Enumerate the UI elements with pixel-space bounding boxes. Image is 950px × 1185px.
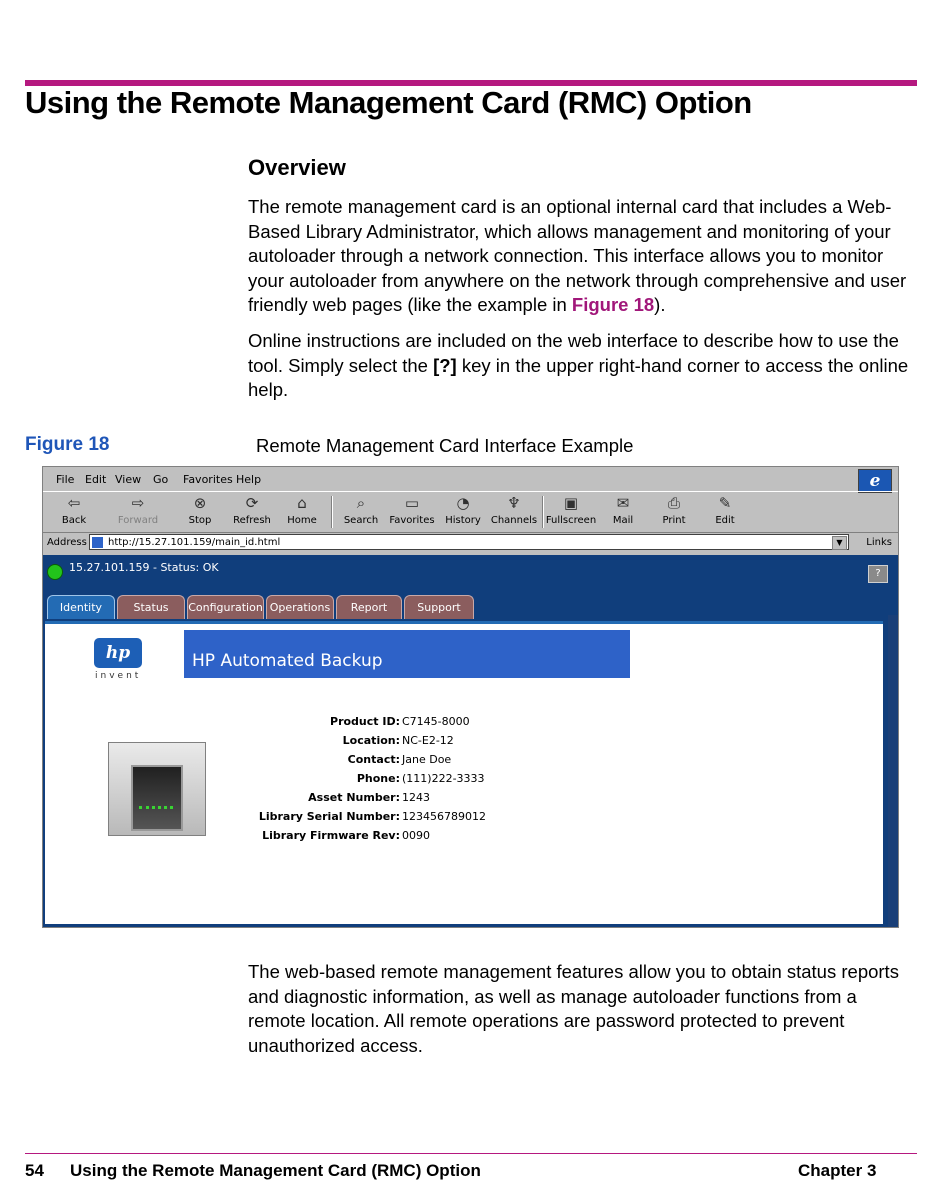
firmware-rev-value: 0090 <box>402 829 430 842</box>
serial-number-label: Library Serial Number: <box>258 810 400 823</box>
location-value: NC-E2-12 <box>402 734 454 747</box>
home-button[interactable] <box>275 494 329 526</box>
asset-number-value: 1243 <box>402 791 430 804</box>
history-icon: ◔ <box>456 494 470 512</box>
links-button[interactable]: Links <box>866 537 892 548</box>
figure-label: Figure 18 <box>25 434 110 455</box>
tab-operations[interactable]: Operations <box>266 595 334 619</box>
search-button[interactable] <box>334 494 388 526</box>
tab-report[interactable]: Report <box>336 595 402 619</box>
refresh-label: Refresh <box>233 515 271 526</box>
chapter-title: Using the Remote Management Card (RMC) Option <box>25 85 752 120</box>
closing-text: The web-based remote management features allow you to obtain status reports and diagnostic information, as well as manage autoloader functions from a remote location. All remote operations are password protected to prevent unauthorized access. <box>248 961 899 1056</box>
status-ok-icon <box>47 564 63 580</box>
forward-arrow-icon: ⇨ <box>131 494 145 512</box>
firmware-rev-label: Library Firmware Rev: <box>262 829 400 842</box>
closing-paragraph <box>248 960 916 1058</box>
address-value: http://15.27.101.159/main_id.html <box>108 537 281 548</box>
footer-chapter: Chapter 3 <box>798 1161 877 1180</box>
back-label: Back <box>61 515 87 526</box>
help-button[interactable]: ? <box>868 565 888 583</box>
history-button[interactable] <box>436 494 490 526</box>
favorites-label: Favorites <box>389 515 435 526</box>
identity-panel <box>45 621 883 924</box>
hp-logo: hp <box>94 638 142 668</box>
stop-label: Stop <box>188 515 212 526</box>
mail-button[interactable] <box>596 494 650 526</box>
figure-18-link[interactable]: Figure 18 <box>571 294 655 315</box>
refresh-icon: ⟳ <box>245 494 259 512</box>
tab-configuration[interactable]: Configuration <box>187 595 264 619</box>
mail-icon: ✉ <box>616 494 630 512</box>
footer-rule <box>25 1153 917 1154</box>
product-id-label: Product ID: <box>330 715 400 728</box>
search-icon: ⌕ <box>356 494 366 512</box>
footer-title: Using the Remote Management Card (RMC) Option <box>70 1161 481 1180</box>
fullscreen-label: Fullscreen <box>545 515 597 526</box>
tab-support[interactable]: Support <box>404 595 474 619</box>
browser-screenshot <box>42 466 899 928</box>
search-label: Search <box>343 515 379 526</box>
favorites-button[interactable] <box>385 494 439 526</box>
para2-text: Online instructions are included on the web interface to describe how to use the tool. Simply select the <box>248 330 899 376</box>
para1-text: The remote management card is an optional internal card that includes a Web-Based Library Administrator, which allows management and monitoring of your autoloader through a network connection. This interface allows you to monitor your autoloader from anywhere on the network through comprehensive and user friendly web pages (like the example in <box>248 196 907 315</box>
page-scrollbar[interactable] <box>888 615 898 927</box>
product-banner: HP Automated Backup <box>184 630 630 678</box>
tab-status[interactable]: Status <box>117 595 185 619</box>
forward-label: Forward <box>117 515 159 526</box>
chevron-down-icon[interactable]: ▼ <box>832 536 847 550</box>
refresh-button[interactable] <box>225 494 279 526</box>
toolbar-separator <box>331 496 333 528</box>
back-button[interactable] <box>47 494 101 526</box>
fullscreen-icon: ▣ <box>563 494 579 512</box>
phone-value: (111)222-3333 <box>402 772 485 785</box>
fullscreen-button[interactable] <box>544 494 598 526</box>
back-arrow-icon: ⇦ <box>67 494 81 512</box>
mail-label: Mail <box>612 515 634 526</box>
address-input[interactable] <box>89 534 849 550</box>
home-icon: ⌂ <box>297 494 307 512</box>
asset-number-label: Asset Number: <box>308 791 400 804</box>
rmc-web-page <box>43 555 898 927</box>
hp-tagline: invent <box>95 671 142 681</box>
browser-toolbar <box>43 491 898 533</box>
tab-identity[interactable]: Identity <box>47 595 115 619</box>
menu-favorites[interactable]: Favorites <box>183 473 233 486</box>
para1-end: ). <box>654 294 666 315</box>
print-icon: ⎙ <box>667 494 680 512</box>
channels-icon: ♆ <box>507 494 521 512</box>
edit-label: Edit <box>715 515 735 526</box>
edit-icon: ✎ <box>718 494 732 512</box>
contact-value: Jane Doe <box>402 753 452 766</box>
menu-help[interactable]: Help <box>236 473 262 486</box>
product-id-value: C7145-8000 <box>402 715 470 728</box>
home-label: Home <box>287 515 317 526</box>
info-values <box>402 712 602 852</box>
forward-button[interactable] <box>111 494 165 526</box>
ie-logo-icon: e <box>858 469 892 493</box>
address-label: Address <box>47 537 87 548</box>
info-labels <box>45 712 400 852</box>
menu-view[interactable]: View <box>115 473 142 486</box>
browser-menubar <box>43 467 898 491</box>
address-bar <box>43 532 898 554</box>
menu-file[interactable]: File <box>56 473 75 486</box>
history-label: History <box>445 515 481 526</box>
page-icon <box>92 537 103 548</box>
footer-page-number: 54 <box>25 1161 44 1180</box>
channels-button[interactable] <box>487 494 541 526</box>
stop-icon: ⊗ <box>193 494 207 512</box>
contact-label: Contact: <box>347 753 400 766</box>
section-heading-overview: Overview <box>248 155 346 180</box>
stop-button[interactable] <box>173 494 227 526</box>
serial-number-value: 123456789012 <box>402 810 486 823</box>
favorites-folder-icon: ▭ <box>404 494 420 512</box>
figure-caption: Remote Management Card Interface Example <box>256 435 634 456</box>
print-button[interactable] <box>647 494 701 526</box>
overview-paragraph-1 <box>248 195 916 318</box>
overview-paragraph-2 <box>248 329 916 403</box>
location-label: Location: <box>342 734 400 747</box>
channels-label: Channels <box>490 515 538 526</box>
help-key-label: [?] <box>433 354 457 376</box>
status-text: 15.27.101.159 - Status: OK <box>69 561 219 574</box>
menu-go[interactable]: Go <box>153 473 169 486</box>
edit-button[interactable] <box>698 494 752 526</box>
menu-edit[interactable]: Edit <box>85 473 107 486</box>
print-label: Print <box>662 515 686 526</box>
para2-end: key in the upper right-hand corner to access the online help. <box>248 354 909 400</box>
phone-label: Phone: <box>356 772 400 785</box>
